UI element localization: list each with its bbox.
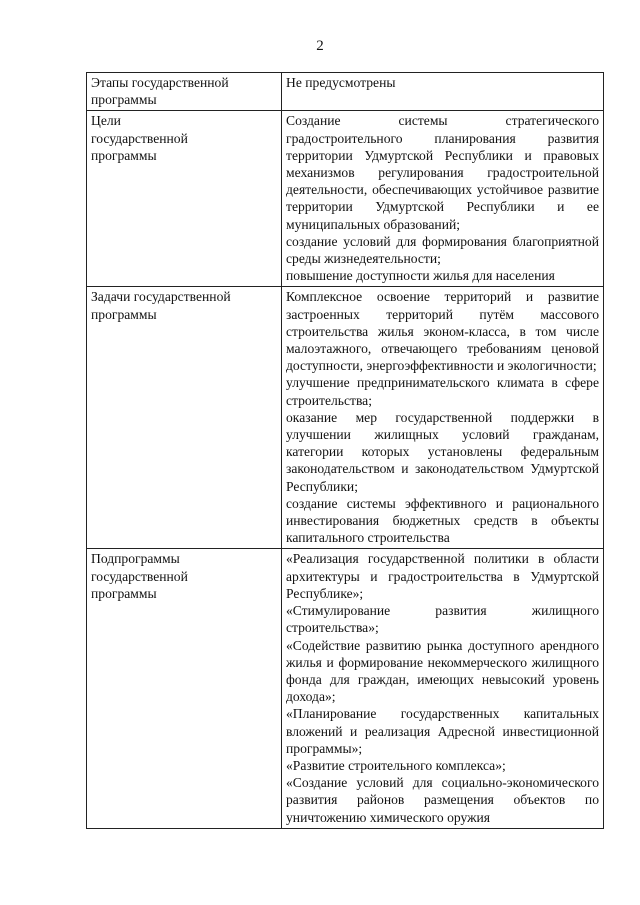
- content-paragraph: «Стимулирование развития жилищного строительства»;: [286, 603, 599, 636]
- row-label-subprograms: [87, 549, 282, 828]
- content-paragraph: улучшение предпринимательского климата в сфере строительства;: [286, 375, 599, 408]
- page-number: 2: [316, 38, 324, 54]
- row-label-tasks: Задачи государственной программы: [87, 287, 282, 549]
- content-paragraph: создание системы эффективного и рационального инвестирования бюджетных средств в объекты капитального строительства: [286, 495, 599, 546]
- table-row-tasks: [87, 287, 604, 549]
- row-label-stages: Этапы государственной программы: [87, 73, 282, 111]
- row-content-subprograms: [282, 549, 604, 828]
- table-row-stages: [87, 73, 604, 111]
- content-paragraph: создание условий для формирования благоприятной среды жизнедеятельности;: [286, 233, 599, 267]
- row-content-tasks: [282, 287, 604, 549]
- content-paragraph: «Создание условий для социально-экономического развития районов размещения объектов по уничтожению химического оружия: [286, 775, 599, 825]
- table-row-subprograms: [87, 549, 604, 828]
- table-row-goals: [87, 111, 604, 287]
- content-paragraph: повышение доступности жилья для населения: [286, 268, 555, 284]
- content-paragraph: «Планирование государственных капитальных вложений и реализация Адресной инвестиционной программы»;: [286, 706, 599, 756]
- content-paragraph: «Реализация государственной политики в области архитектуры и градостроительства в Удмуртской Республике»;: [286, 551, 599, 601]
- label-text: Цели государственной программы: [91, 113, 188, 163]
- content-paragraph: оказание мер государственной поддержки в улучшении жилищных условий гражданам, категории которых установлены федеральным законодательством и законодательством Удмуртской Республики;: [286, 409, 599, 494]
- row-content-stages: [282, 73, 604, 111]
- row-label-goals: [87, 111, 282, 287]
- content-paragraph: Создание системы стратегического градостроительного планирования развития территории Удмуртской Республики и правовых механизмов регулирования градостроительной деятельности, обеспечивающих устойчивое развитие территории Удмуртской Республики и ее муниципальных образований;: [286, 113, 599, 232]
- row-content-goals: [282, 111, 604, 287]
- content-paragraph: Комплексное освоение территорий и развитие застроенных территорий путём массового строительства жилья эконом-класса, в том числе малоэтажного, отвечающего требованиям ценовой доступности, энергоэффективности и экологичности;: [286, 289, 599, 374]
- content-paragraph: Не предусмотрены: [286, 75, 396, 90]
- content-paragraph: «Развитие строительного комплекса»;: [286, 757, 506, 773]
- label-text: Подпрограммы государственной программы: [91, 551, 188, 601]
- content-paragraph: «Содействие развитию рынка доступного арендного жилья и формирование некоммерческого жилищного фонда для граждан, имеющих невысокий уровень дохода»;: [286, 637, 599, 705]
- program-passport-table: [86, 72, 604, 829]
